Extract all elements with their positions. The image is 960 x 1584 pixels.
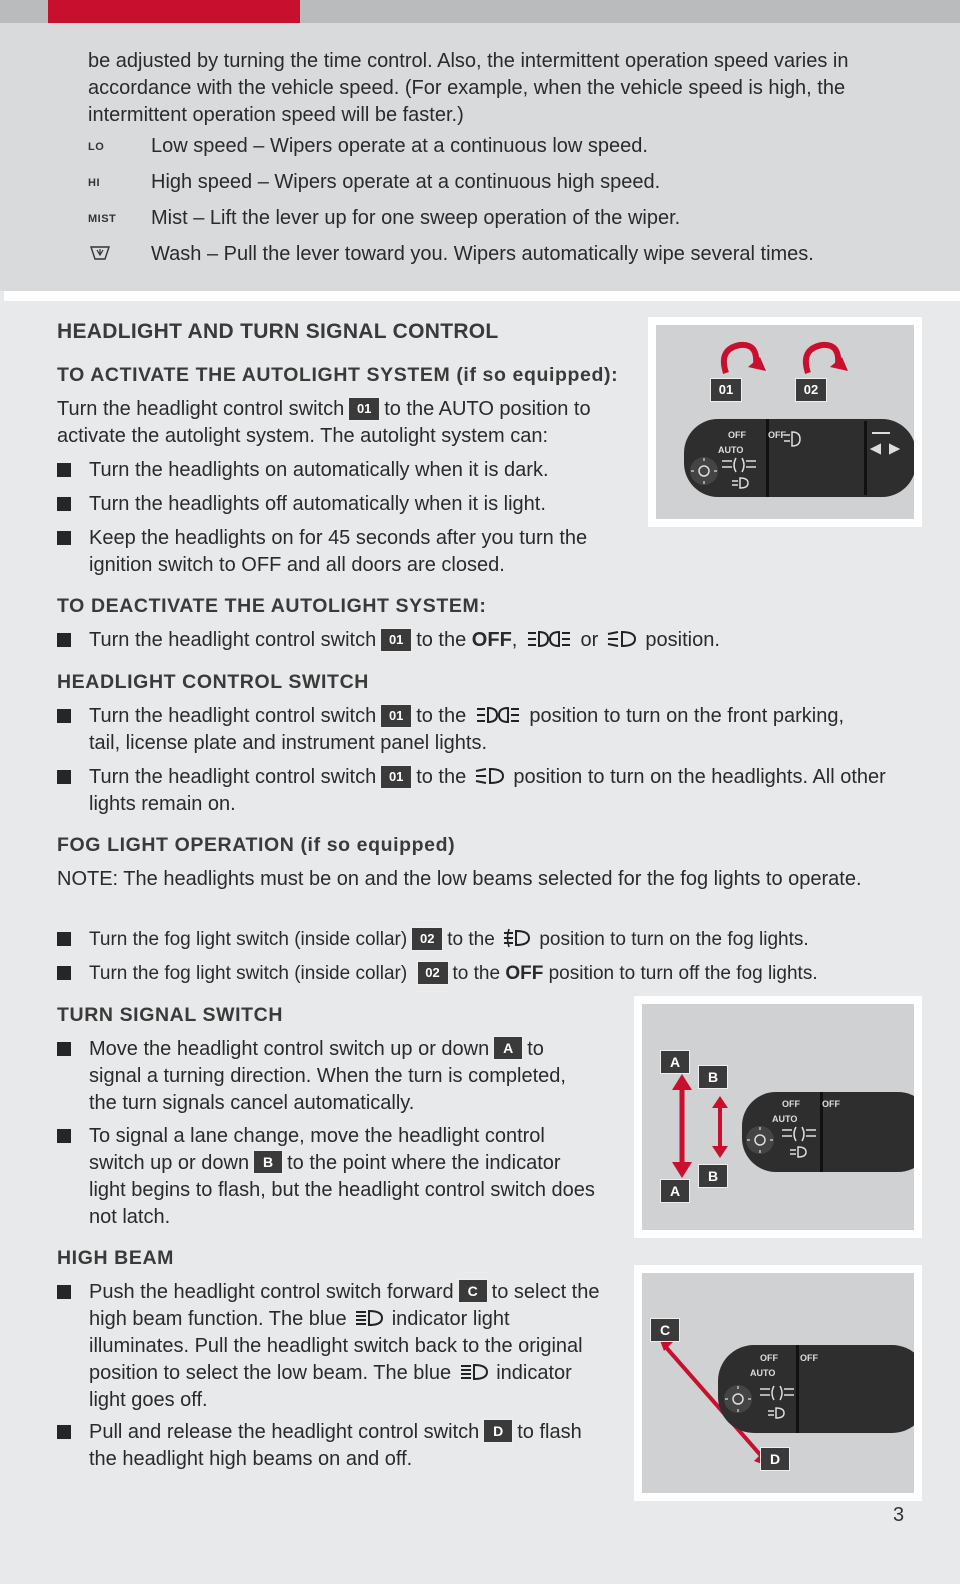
badge-01: 01 — [710, 378, 742, 402]
stalk-auto-label: AUTO — [750, 1368, 776, 1378]
badge-01: 01 — [380, 704, 412, 728]
autolight-heading: TO ACTIVATE THE AUTOLIGHT SYSTEM (if so equipped): — [57, 364, 619, 386]
list-item: Turn the headlights on automatically when it is dark. — [57, 457, 647, 484]
badge-B: B — [698, 1164, 728, 1188]
badge-B: B — [253, 1150, 283, 1174]
badge-02: 02 — [411, 927, 443, 951]
wiper-code: HI — [88, 177, 100, 189]
switch-heading: HEADLIGHT CONTROL SWITCH — [57, 671, 369, 693]
badge-A: A — [660, 1179, 690, 1203]
high-beam-icon — [354, 1308, 384, 1328]
wiper-mode-mist — [88, 205, 928, 235]
wiper-mode-text: High speed – Wipers operate at a continuous high speed. — [151, 171, 661, 193]
badge-02: 02 — [795, 378, 827, 402]
list-item: Push the headlight control switch forward C to select the high beam function. The blue indicator light illuminates. Pull the headlight switch back to the original position to select the low beam. The blue indicator light goes off. — [57, 1279, 602, 1414]
section-tab-marker — [48, 0, 300, 23]
stalk-off-label: OFF — [760, 1353, 778, 1363]
wiper-mode-hi — [88, 169, 928, 199]
badge-02: 02 — [417, 961, 449, 985]
list-item: Turn the headlights off automatically when it is light. — [57, 491, 647, 518]
badge-C: C — [458, 1279, 488, 1303]
badge-D: D — [483, 1419, 513, 1443]
headlight-icon — [474, 766, 506, 786]
stalk-off-label: OFF — [768, 430, 786, 440]
badge-01: 01 — [380, 628, 412, 652]
badge-A: A — [660, 1050, 690, 1074]
page-title: HEADLIGHT AND TURN SIGNAL CONTROL — [57, 320, 499, 343]
list-item: To signal a lane change, move the headlight control switch up or down B to the point where the indicator light begins to flash, but the headlight control switch does not latch. — [57, 1123, 597, 1231]
badge-01: 01 — [348, 397, 380, 421]
wiper-mode-text: Wash – Pull the lever toward you. Wipers automatically wipe several times. — [151, 243, 814, 265]
fog-light-icon — [502, 928, 532, 948]
list-item: Keep the headlights on for 45 seconds after you turn the ignition switch to OFF and all doors are closed. — [57, 525, 647, 579]
wiper-mode-wash — [88, 241, 928, 271]
list-item: Turn the fog light switch (inside collar) 02 to the position to turn on the fog lights. — [57, 926, 927, 953]
high-beam-icon — [459, 1362, 489, 1382]
wiper-mode-lo — [88, 133, 928, 163]
turn-heading: TURN SIGNAL SWITCH — [57, 1004, 284, 1026]
badge-01: 01 — [380, 765, 412, 789]
wiper-code: LO — [88, 141, 105, 153]
high-beam-figure — [634, 1265, 922, 1501]
stalk-off-label: OFF — [822, 1099, 840, 1109]
stalk-off-label: OFF — [782, 1099, 800, 1109]
parking-light-icon — [474, 705, 522, 725]
headlight-switch-figure — [648, 317, 922, 527]
fog-note: NOTE: The headlights must be on and the low beams selected for the fog lights to operate. — [57, 868, 862, 890]
stalk-off-label: OFF — [728, 430, 746, 440]
badge-A: A — [493, 1036, 523, 1060]
stalk-auto-label: AUTO — [718, 445, 744, 455]
badge-C: C — [650, 1318, 680, 1342]
badge-D: D — [760, 1447, 790, 1471]
high-beam-heading: HIGH BEAM — [57, 1247, 174, 1269]
section-divider — [4, 291, 960, 301]
deactivate-heading: TO DEACTIVATE THE AUTOLIGHT SYSTEM: — [57, 595, 487, 617]
washer-icon — [88, 241, 138, 268]
list-item: Turn the fog light switch (inside collar) 02 to the OFF position to turn off the fog lights. — [57, 960, 937, 987]
list-item: Pull and release the headlight control switch D to flash the headlight high beams on and off. — [57, 1419, 602, 1473]
list-item: Turn the headlight control switch 01 to the position to turn on the front parking, tail, license plate and instrument panel lights. — [57, 703, 857, 757]
page-number: 3 — [893, 1504, 905, 1526]
wiper-mode-text: Low speed – Wipers operate at a continuous low speed. — [151, 135, 648, 157]
stalk-auto-label: AUTO — [772, 1114, 798, 1124]
list-item: Turn the headlight control switch 01 to the OFF, or position. — [57, 627, 907, 654]
wiper-intro-text: be adjusted by turning the time control. Also, the intermittent operation speed varies in accordance with the vehicle speed. (For example, when the vehicle speed is high, the intermittent operation speed will be faster.) — [88, 50, 849, 126]
stalk-off-label: OFF — [800, 1353, 818, 1363]
turn-signal-figure — [634, 996, 922, 1238]
fog-heading: FOG LIGHT OPERATION (if so equipped) — [57, 834, 456, 856]
wiper-mode-text: Mist – Lift the lever up for one sweep operation of the wiper. — [151, 207, 681, 229]
list-item: Turn the headlight control switch 01 to the position to turn on the headlights. All other lights remain on. — [57, 764, 907, 818]
autolight-intro: Turn the headlight control switch 01 to the AUTO position to activate the autolight system. The autolight system can: — [57, 398, 591, 447]
list-item: Move the headlight control switch up or down A to signal a turning direction. When the turn is completed, the turn signals cancel automatically. — [57, 1036, 577, 1117]
top-color-bar — [0, 0, 960, 23]
headlight-icon — [606, 629, 638, 649]
parking-light-icon — [525, 629, 573, 649]
wiper-code: MIST — [88, 213, 117, 225]
badge-B: B — [698, 1065, 728, 1089]
